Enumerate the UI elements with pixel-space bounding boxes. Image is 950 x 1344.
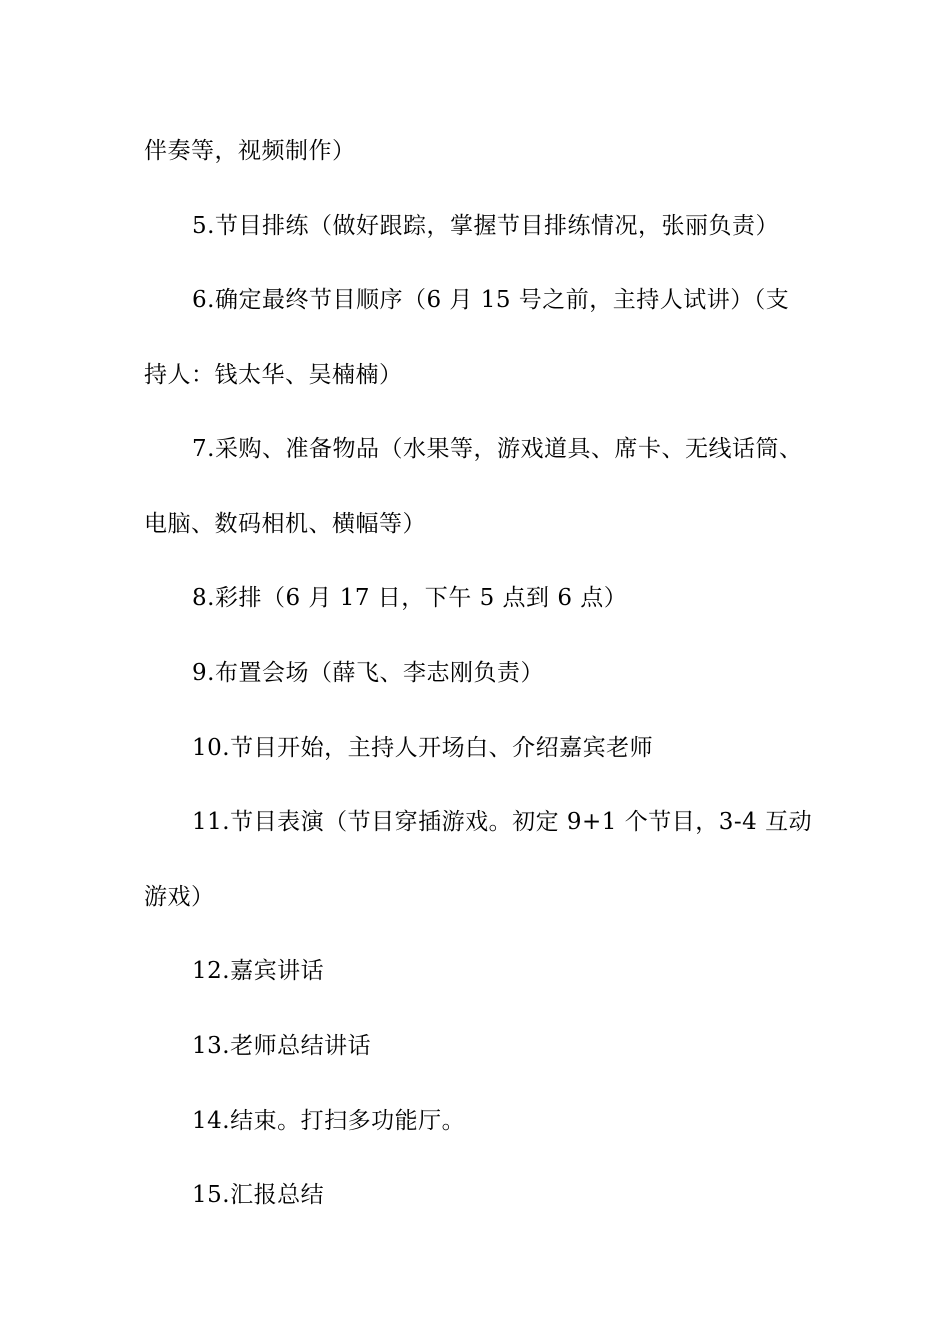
- list-item-13: 13.老师总结讲话: [192, 1033, 372, 1059]
- list-item-11-continuation: 游戏）: [144, 884, 215, 910]
- list-item-8: 8.彩排（6 月 17 日，下午 5 点到 6 点）: [192, 585, 628, 611]
- list-item-15: 15.汇报总结: [192, 1182, 325, 1208]
- list-item-6-continuation: 持人：钱太华、吴楠楠）: [144, 362, 403, 388]
- list-item-14: 14.结束。打扫多功能厅。: [192, 1108, 466, 1134]
- list-item-10: 10.节目开始，主持人开场白、介绍嘉宾老师: [192, 735, 654, 761]
- list-item-9: 9.布置会场（薛飞、李志刚负责）: [192, 660, 544, 686]
- text-line-continuation: 伴奏等，视频制作）: [144, 138, 356, 164]
- list-item-5: 5.节目排练（做好跟踪，掌握节目排练情况，张丽负责）: [192, 213, 779, 239]
- list-item-7: 7.采购、准备物品（水果等，游戏道具、席卡、无线话筒、: [192, 436, 803, 462]
- list-item-12: 12.嘉宾讲话: [192, 958, 325, 984]
- list-item-6: 6.确定最终节目顺序（6 月 15 号之前，主持人试讲）（支: [192, 287, 790, 313]
- list-item-7-continuation: 电脑、数码相机、横幅等）: [144, 511, 426, 537]
- list-item-11: 11.节目表演（节目穿插游戏。初定 9+1 个节目，3-4 互动: [192, 809, 813, 835]
